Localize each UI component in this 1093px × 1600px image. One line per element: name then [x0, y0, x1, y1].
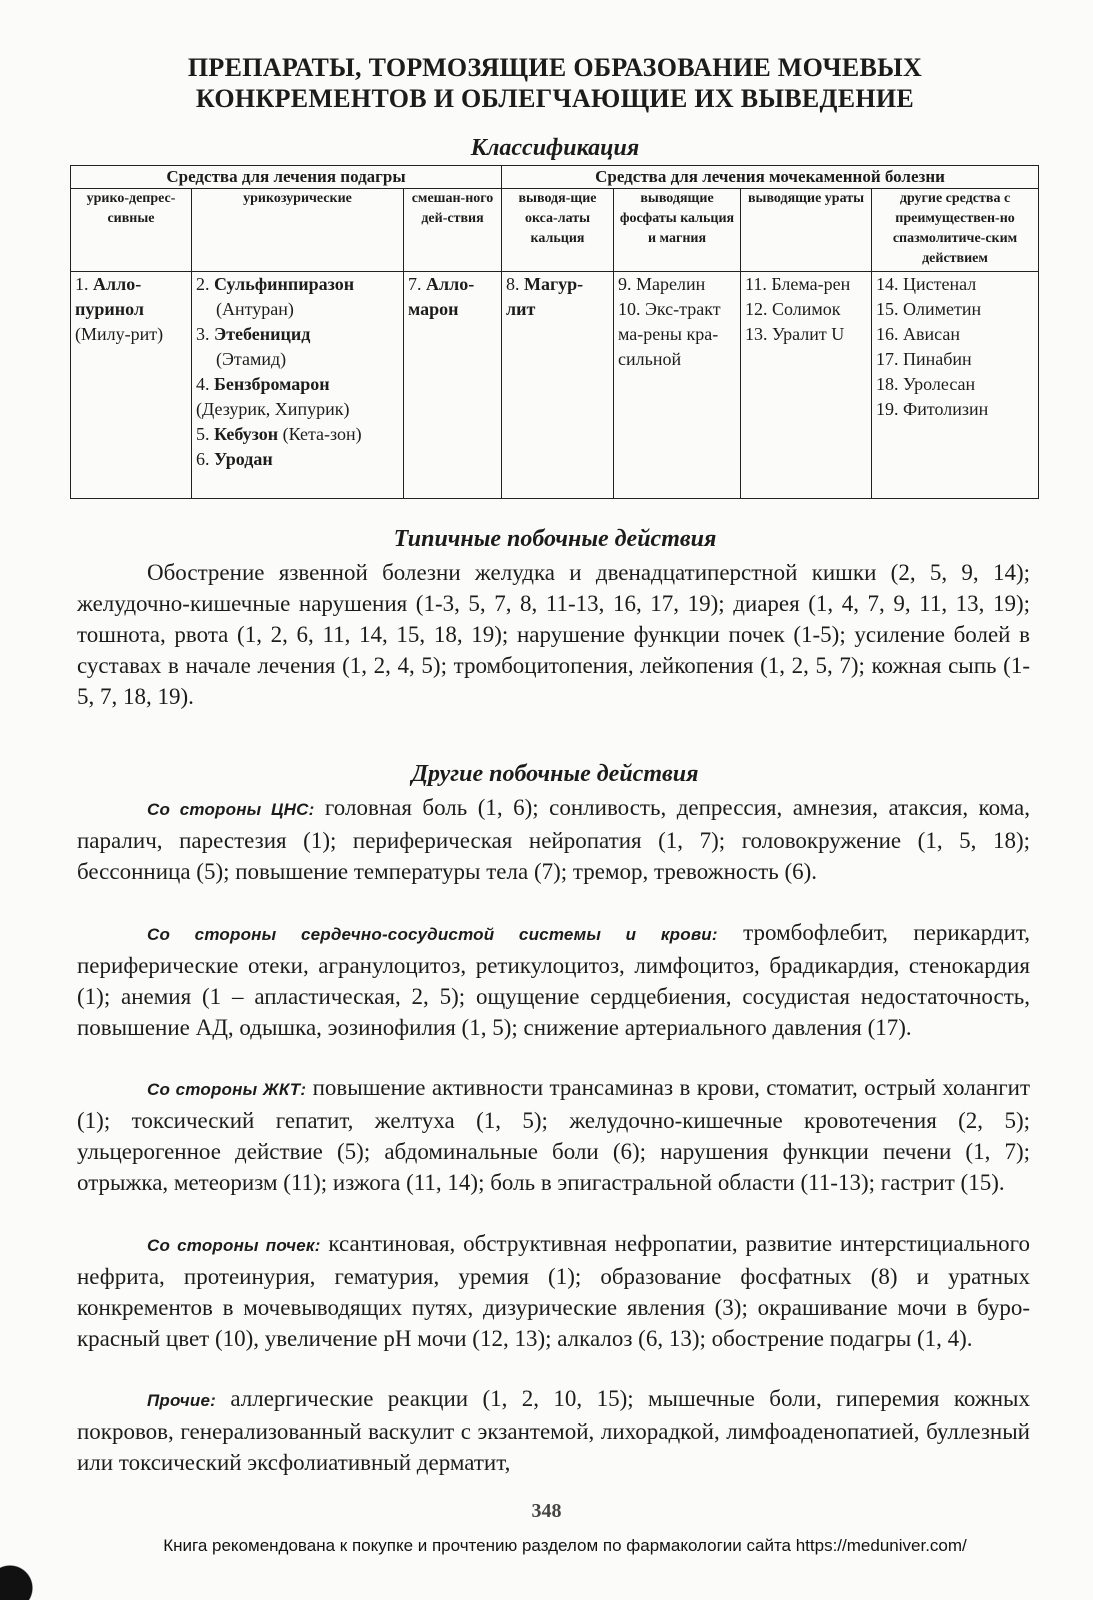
col-header-other: другие средства с преимуществен-но спазмолитиче-ским действием: [872, 189, 1039, 272]
drug-name: Алло-пуринол: [75, 274, 144, 319]
group-stone-header: Средства для лечения мочекаменной болезни: [502, 166, 1039, 189]
section-gi: [77, 1072, 1030, 1198]
cell-uricodepressive: [71, 272, 192, 499]
col-header-phosphate: выводящие фосфаты кальция и магния: [614, 189, 741, 272]
section-cardio: [77, 917, 1030, 1043]
list-item: 16. Ависан: [876, 324, 960, 344]
page-title: ПРЕПАРАТЫ, ТОРМОЗЯЩИЕ ОБРАЗОВАНИЕ МОЧЕВЫХ КОНКРЕМЕНТОВ И ОБЛЕГЧАЮЩИЕ ИХ ВЫВЕДЕНИЕ: [187, 53, 923, 113]
col-header-oxalate: выводя-щие окса-латы кальция: [502, 189, 614, 272]
list-item: 2. Сульфинпиразон (Антуран): [196, 274, 355, 319]
drug-number: 1.: [75, 274, 89, 294]
section-text: головная боль (1, 6); сонливость, депрессия, амнезия, атаксия, кома, паралич, парестезия (1); периферическая нейропатия (1, 7); головокружение (1, 5, 18); бессонница (5); повышение температуры тела (7); тремор, тревожность (6).: [77, 795, 1030, 884]
cell-urate: [741, 272, 872, 499]
section-label: Прочие:: [147, 1391, 216, 1410]
cell-other: [872, 272, 1039, 499]
cell-mixed: 7. Алло-марон: [404, 272, 502, 499]
footer-note: Книга рекомендована к покупке и прочтению разделом по фармакологии сайта https://meduniver.com/: [163, 1536, 967, 1555]
page-number: 348: [531, 1500, 562, 1522]
section-kidney: [77, 1228, 1030, 1354]
list-item: 18. Уролесан: [876, 374, 976, 394]
drug-alt-name: (Милу-рит): [75, 324, 164, 344]
typical-paragraph: Обострение язвенной болезни желудка и двенадцатиперстной кишки (2, 5, 9, 14); желудочно-кишечные нарушения (1-3, 5, 7, 8, 11-13, 16, 17, 19); диарея (1, 4, 7, 9, 11, 13, 19); тошнота, рвота (1, 2, 6, 11, 14, 15, 18, 19); нарушение функции почек (1-5); усиление болей в суставах в начале лечения (1, 2, 4, 5); тромбоцитопения, лейкопения (1, 2, 5, 7); кожная сыпь (1-5, 7, 18, 19).: [77, 560, 1030, 709]
section-misc: [77, 1383, 1030, 1478]
classification-table: [70, 165, 1039, 499]
scan-corner-mark: [0, 1548, 52, 1600]
section-cns: [77, 792, 1030, 887]
cell-uricosuric: [192, 272, 404, 499]
drug-name: Алло-марон: [408, 274, 475, 319]
list-item: 14. Цистенал: [876, 274, 977, 294]
col-header-uricosuric: урикозурические: [192, 189, 404, 272]
section-label: Со стороны сердечно-сосудистой системы и крови:: [147, 925, 718, 944]
list-item: 4. Бензбромарон (Дезурик, Хипурик): [196, 374, 350, 419]
section-label: Со стороны ЖКТ:: [147, 1080, 307, 1099]
section-text: тромбофлебит, перикардит, периферические отеки, агранулоцитоз, ретикулоцитоз, лимфоцитоз, брадикардия, стенокардия (1); анемия (1 – апластическая, 2, 5); ощущение сердцебиения, сосудистая недостаточность, повышение АД, одышка, эозинофилия (1, 5); снижение артериального давления (17).: [77, 920, 1030, 1040]
classification-heading: Классификация: [470, 135, 640, 161]
list-item: 11. Блема-рен: [745, 274, 851, 294]
section-label: Со стороны ЦНС:: [147, 800, 315, 819]
other-heading: Другие побочные действия: [411, 761, 699, 787]
drug-name: Магур-лит: [506, 274, 584, 319]
col-header-mixed: смешан-ного дей-ствия: [404, 189, 502, 272]
list-item: 13. Уралит U: [745, 324, 845, 344]
list-item: 6. Уродан: [196, 449, 273, 469]
list-item: 5. Кебузон (Кета-зон): [196, 424, 362, 444]
list-item: 17. Пинабин: [876, 349, 972, 369]
list-item: 3. Этебеницид (Этамид): [196, 324, 311, 369]
section-text: ксантиновая, обструктивная нефропатии, развитие интерстициального нефрита, протеинурия, гематурия, уремия (1); образование фосфатных (8) и уратных конкрементов в мочевыводящих путях, дизурические явления (3); окрашивание мочи в буро-красный цвет (10), увеличение рН мочи (12, 13); алкалоз (6, 13); обострение подагры (1, 4).: [77, 1231, 1030, 1351]
col-header-urate: выводящие ураты: [741, 189, 872, 272]
typical-heading: Типичные побочные действия: [393, 526, 717, 552]
cell-phosphate: [614, 272, 741, 499]
section-text: аллергические реакции (1, 2, 10, 15); мышечные боли, гиперемия кожных покровов, генерализованный васкулит с экзантемой, лихорадкой, лимфоаденопатией, буллезный или токсический эксфолиативный дерматит,: [77, 1386, 1030, 1475]
list-item: 9. Марелин: [618, 274, 706, 294]
cell-oxalate: 8. Магур-лит: [502, 272, 614, 499]
col-header-uricodepressive: урико-депрес-сивные: [71, 189, 192, 272]
section-text: повышение активности трансаминаз в крови, стоматит, острый холангит (1); токсический гепатит, желтуха (1, 5); желудочно-кишечные кровотечения (2, 5); ульцерогенное действие (5); абдоминальные боли (6); нарушения функции печени (1, 7); отрыжка, метеоризм (11); изжога (11, 14); боль в эпигастральной области (11-13); гастрит (15).: [77, 1075, 1031, 1195]
list-item: 19. Фитолизин: [876, 399, 989, 419]
list-item: 12. Солимок: [745, 299, 841, 319]
section-label: Со стороны почек:: [147, 1236, 321, 1255]
list-item: 10. Экс-тракт ма-рены кра-сильной: [618, 299, 721, 369]
group-gout-header: Средства для лечения подагры: [71, 166, 502, 189]
list-item: 15. Олиметин: [876, 299, 982, 319]
